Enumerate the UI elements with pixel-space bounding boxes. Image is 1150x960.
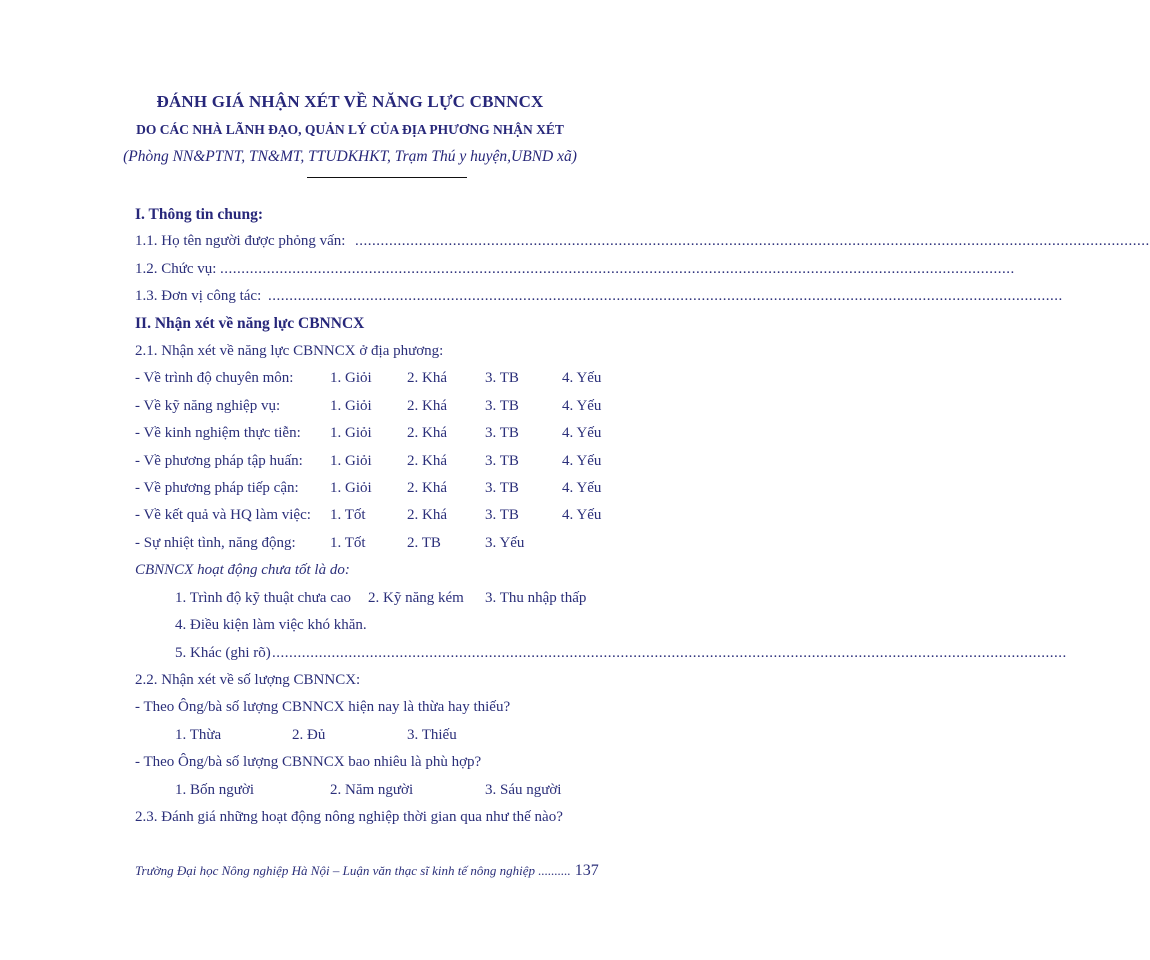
option-2[interactable]: 2. Khá xyxy=(407,370,447,386)
option-1[interactable]: 1. Giỏi xyxy=(330,425,372,441)
footer-text: Trường Đại học Nông nghiệp Hà Nội – Luận văn thạc sĩ kinh tế nông nghiệp .......... xyxy=(135,863,571,878)
option-3[interactable]: 3. TB xyxy=(485,507,519,523)
reason-option-5[interactable]: 5. Khác (ghi rõ) xyxy=(175,645,271,661)
option-4[interactable]: 4. Yếu xyxy=(562,453,602,469)
rating-row-enthusiasm xyxy=(135,535,655,555)
option-2[interactable]: 2. Khá xyxy=(407,480,447,496)
page-number: 137 xyxy=(574,862,599,879)
rating-row xyxy=(135,480,655,500)
option-2[interactable]: 2. Khá xyxy=(407,507,447,523)
rating-label: - Về kỹ năng nghiệp vụ: xyxy=(135,398,281,414)
option-1[interactable]: 1. Giỏi xyxy=(330,370,372,386)
rating-label: - Về trình độ chuyên môn: xyxy=(135,370,294,386)
option-4[interactable]: 4. Yếu xyxy=(562,370,602,386)
reason-row xyxy=(135,590,655,610)
option-4[interactable]: 4. Yếu xyxy=(562,480,602,496)
option-3[interactable]: 3. TB xyxy=(485,370,519,386)
option-excess[interactable]: 1. Thừa xyxy=(175,727,222,743)
rating-row xyxy=(135,370,655,390)
unit-fill-line[interactable]: ........................................................................................................................................................................................... xyxy=(268,288,1063,304)
count-option-row xyxy=(135,727,655,747)
rating-label: - Về phương pháp tiếp cận: xyxy=(135,480,299,496)
reason-row xyxy=(135,617,655,637)
reason-option-2[interactable]: 2. Kỹ năng kém xyxy=(368,590,464,606)
option-2[interactable]: 2. Khá xyxy=(407,398,447,414)
option-3[interactable]: 3. TB xyxy=(485,453,519,469)
option-3[interactable]: 3. Yếu xyxy=(485,535,525,551)
option-five-people[interactable]: 2. Năm người xyxy=(330,782,414,798)
option-four-people[interactable]: 1. Bốn người xyxy=(175,782,254,798)
option-4[interactable]: 4. Yếu xyxy=(562,398,602,414)
title-underline xyxy=(307,177,467,178)
rating-label: - Về kết quả và HQ làm việc: xyxy=(135,507,311,523)
option-lack[interactable]: 3. Thiếu xyxy=(407,727,457,743)
position-label: 1.2. Chức vụ: xyxy=(135,261,217,277)
rating-row xyxy=(135,425,655,445)
rating-label: - Về kinh nghiệm thực tiễn: xyxy=(135,425,301,441)
section-2-heading: II. Nhận xét về năng lực CBNNCX xyxy=(135,315,365,332)
option-3[interactable]: 3. TB xyxy=(485,425,519,441)
option-1[interactable]: 1. Giỏi xyxy=(330,398,372,414)
option-4[interactable]: 4. Yếu xyxy=(562,507,602,523)
rating-label: - Sự nhiệt tình, năng động: xyxy=(135,535,296,551)
rating-row xyxy=(135,398,655,418)
page-title: ĐÁNH GIÁ NHẬN XÉT VỀ NĂNG LỰC CBNNCX xyxy=(156,92,544,111)
option-4[interactable]: 4. Yếu xyxy=(562,425,602,441)
question-2-2: 2.2. Nhận xét về số lượng CBNNCX: xyxy=(135,672,361,688)
option-2[interactable]: 2. Khá xyxy=(407,453,447,469)
question-2-1: 2.1. Nhận xét về năng lực CBNNCX ở địa phương: xyxy=(135,343,444,359)
name-fill-line[interactable]: ........................................................................................................................................................................................... xyxy=(355,233,1150,249)
number-option-row xyxy=(135,782,655,802)
page-footer xyxy=(135,862,599,880)
rating-row xyxy=(135,453,655,473)
rating-label: - Về phương pháp tập huấn: xyxy=(135,453,303,469)
question-2-3: 2.3. Đánh giá những hoạt động nông nghiệp thời gian qua như thế nào? xyxy=(135,809,563,825)
option-1[interactable]: 1. Tốt xyxy=(330,535,366,551)
rating-row xyxy=(135,507,655,527)
option-3[interactable]: 3. TB xyxy=(485,480,519,496)
reason-heading: CBNNCX hoạt động chưa tốt là do: xyxy=(135,562,350,578)
unit-label: 1.3. Đơn vị công tác: xyxy=(135,288,262,304)
section-1-heading: I. Thông tin chung: xyxy=(135,206,264,223)
option-1[interactable]: 1. Tốt xyxy=(330,507,366,523)
page-note: (Phòng NN&PTNT, TN&MT, TTUDKHKT, Trạm Thú y huyện,UBND xã) xyxy=(123,148,577,165)
reason-option-1[interactable]: 1. Trình độ kỹ thuật chưa cao xyxy=(175,590,352,606)
option-enough[interactable]: 2. Đủ xyxy=(292,727,326,743)
page-subtitle: DO CÁC NHÀ LÃNH ĐẠO, QUẢN LÝ CỦA ĐỊA PHƯƠNG NHẬN XÉT xyxy=(136,122,564,137)
reason-option-3[interactable]: 3. Thu nhập thấp xyxy=(485,590,587,606)
option-2[interactable]: 2. Khá xyxy=(407,425,447,441)
option-six-people[interactable]: 3. Sáu người xyxy=(485,782,562,798)
reason-option-4[interactable]: 4. Điều kiện làm việc khó khăn. xyxy=(175,617,367,633)
question-2-2b: - Theo Ông/bà số lượng CBNNCX bao nhiêu là phù hợp? xyxy=(135,754,482,770)
other-reason-fill-line[interactable]: ........................................................................................................................................................................................... xyxy=(272,645,1067,661)
option-1[interactable]: 1. Giỏi xyxy=(330,480,372,496)
question-2-2a: - Theo Ông/bà số lượng CBNNCX hiện nay là thừa hay thiếu? xyxy=(135,699,511,715)
option-1[interactable]: 1. Giỏi xyxy=(330,453,372,469)
name-label: 1.1. Họ tên người được phỏng vấn: xyxy=(135,233,346,249)
position-fill-line[interactable]: ........................................................................................................................................................................................... xyxy=(220,261,1015,277)
option-3[interactable]: 3. TB xyxy=(485,398,519,414)
option-2[interactable]: 2. TB xyxy=(407,535,441,551)
